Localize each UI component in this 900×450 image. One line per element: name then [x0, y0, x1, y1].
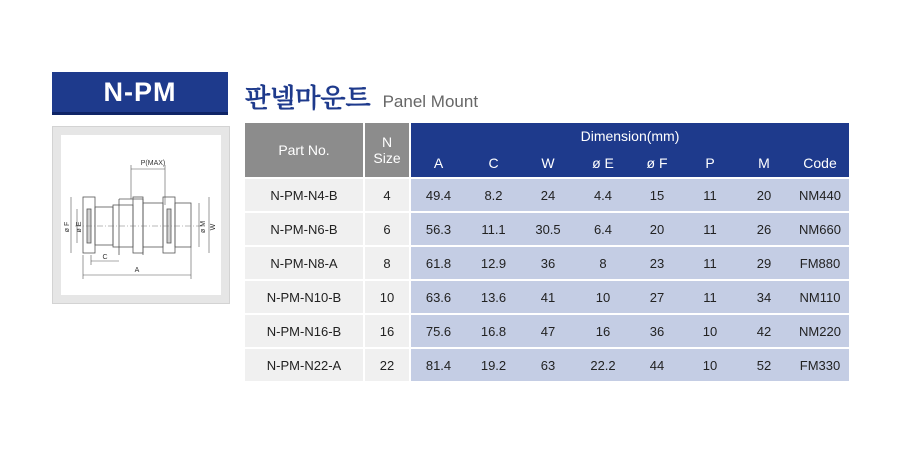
- w-label: W: [210, 223, 217, 231]
- dimension-header: Dimension(mm): [411, 123, 849, 149]
- dim-c: 11.1: [466, 211, 521, 245]
- title-english: Panel Mount: [382, 92, 479, 111]
- table-row: [245, 279, 849, 313]
- dim-p: 10: [683, 347, 737, 381]
- table-row: [245, 177, 849, 211]
- column-header-phi-f: ø F: [631, 149, 683, 177]
- dim-w: 47: [521, 313, 575, 347]
- dim-phi-f: 36: [631, 313, 683, 347]
- n-size: 16: [365, 313, 411, 347]
- n-size: 8: [365, 245, 411, 279]
- n-size: 6: [365, 211, 411, 245]
- dim-a: 81.4: [411, 347, 466, 381]
- n-size: 22: [365, 347, 411, 381]
- code: FM330: [791, 347, 849, 381]
- dim-a: 56.3: [411, 211, 466, 245]
- dim-m: 42: [737, 313, 791, 347]
- dim-p: 11: [683, 279, 737, 313]
- column-header-c: C: [466, 149, 521, 177]
- dim-a: 75.6: [411, 313, 466, 347]
- table-row: [245, 211, 849, 245]
- dim-phi-f: 23: [631, 245, 683, 279]
- dim-m: 20: [737, 177, 791, 211]
- dim-c: 16.8: [466, 313, 521, 347]
- table-row: [245, 245, 849, 279]
- dim-a: 49.4: [411, 177, 466, 211]
- table-row: [245, 347, 849, 381]
- panel-mount-drawing-svg: [61, 135, 221, 295]
- table-row: [245, 313, 849, 347]
- title-korean: 판넬마운트: [245, 84, 371, 114]
- phi-m-label: ø M: [200, 220, 207, 234]
- column-header-m: M: [737, 149, 791, 177]
- dim-w: 41: [521, 279, 575, 313]
- dim-w: 30.5: [521, 211, 575, 245]
- dim-p: 10: [683, 313, 737, 347]
- column-header-p: P: [683, 149, 737, 177]
- dim-phi-e: 6.4: [575, 211, 631, 245]
- dim-w: 36: [521, 245, 575, 279]
- dim-a: 61.8: [411, 245, 466, 279]
- column-header-code: Code: [791, 149, 849, 177]
- part-number: N-PM-N22-A: [245, 347, 365, 381]
- dim-phi-f: 15: [631, 177, 683, 211]
- phi-e-label: ø E: [76, 221, 83, 233]
- column-header-a: A: [411, 149, 466, 177]
- dim-m: 26: [737, 211, 791, 245]
- dim-w: 24: [521, 177, 575, 211]
- model-badge: N-PM: [52, 72, 228, 115]
- title-row: [245, 78, 478, 115]
- n-size: 10: [365, 279, 411, 313]
- n-size-header-line2: Size: [373, 150, 401, 166]
- dim-phi-e: 10: [575, 279, 631, 313]
- code: FM880: [791, 245, 849, 279]
- dim-w: 63: [521, 347, 575, 381]
- dim-c: 12.9: [466, 245, 521, 279]
- part-number: N-PM-N4-B: [245, 177, 365, 211]
- n-size-header-line1: N: [381, 134, 393, 150]
- column-header-w: W: [521, 149, 575, 177]
- code: NM440: [791, 177, 849, 211]
- part-no-header: Part No.: [245, 123, 365, 177]
- dimension-table: [245, 123, 849, 381]
- part-number: N-PM-N8-A: [245, 245, 365, 279]
- dim-phi-e: 4.4: [575, 177, 631, 211]
- dim-m: 52: [737, 347, 791, 381]
- dim-phi-f: 27: [631, 279, 683, 313]
- dim-m: 29: [737, 245, 791, 279]
- dim-m: 34: [737, 279, 791, 313]
- dim-phi-f: 44: [631, 347, 683, 381]
- dim-p: 11: [683, 211, 737, 245]
- dim-c: 13.6: [466, 279, 521, 313]
- part-number: N-PM-N6-B: [245, 211, 365, 245]
- c-label: C: [102, 254, 108, 261]
- p-max-label: P(MAX): [140, 160, 166, 167]
- dim-phi-e: 8: [575, 245, 631, 279]
- dim-phi-f: 20: [631, 211, 683, 245]
- technical-drawing: [61, 135, 221, 295]
- a-label: A: [134, 267, 140, 274]
- phi-f-label: ø F: [64, 221, 71, 233]
- column-header-phi-e: ø E: [575, 149, 631, 177]
- dim-a: 63.6: [411, 279, 466, 313]
- dim-c: 19.2: [466, 347, 521, 381]
- dim-c: 8.2: [466, 177, 521, 211]
- n-size-header: [365, 123, 411, 177]
- dim-phi-e: 16: [575, 313, 631, 347]
- dim-p: 11: [683, 245, 737, 279]
- technical-drawing-frame: [52, 126, 230, 304]
- dim-phi-e: 22.2: [575, 347, 631, 381]
- code: NM220: [791, 313, 849, 347]
- part-number: N-PM-N16-B: [245, 313, 365, 347]
- n-size: 4: [365, 177, 411, 211]
- code: NM110: [791, 279, 849, 313]
- dim-p: 11: [683, 177, 737, 211]
- code: NM660: [791, 211, 849, 245]
- part-number: N-PM-N10-B: [245, 279, 365, 313]
